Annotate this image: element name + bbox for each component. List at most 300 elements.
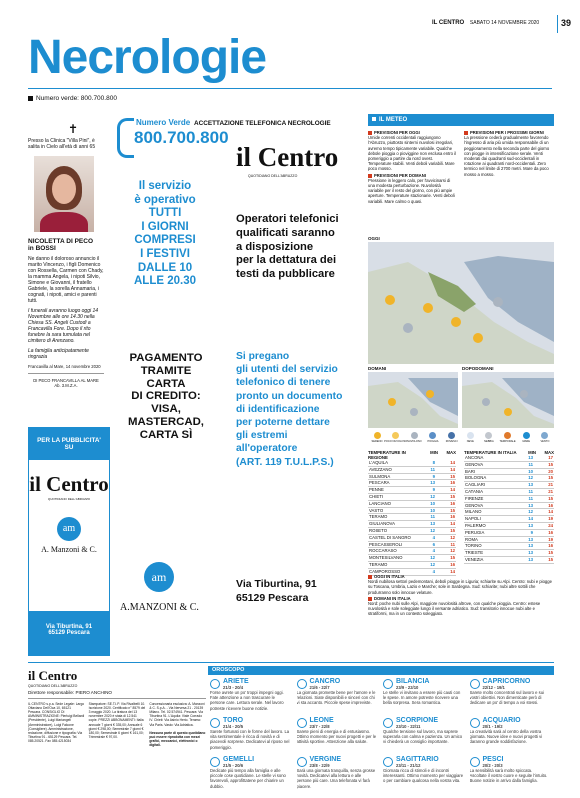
horoscope-sign [210, 678, 291, 715]
operatori-line: a disposizione [236, 240, 314, 253]
horoscope-dates: 20/1 - 19/2 [482, 724, 503, 729]
temp-right-max: MAX [544, 450, 554, 455]
temp-city: ROSETO [368, 527, 416, 534]
horoscope-names [396, 756, 439, 768]
horoscope-head [297, 756, 378, 768]
temp-min: 12 [416, 527, 436, 534]
horoscope-sign-name: GEMELLI [223, 756, 255, 763]
temp-min: 12 [416, 493, 436, 500]
zodiac-icon [470, 718, 480, 728]
pregano-line: per poterne dettare [236, 417, 330, 429]
ad-logo-sub: QUOTIDIANO DELL'ABRUZZO [248, 174, 298, 178]
legend-label: SERENO [371, 440, 383, 443]
horoscope-dates: 21/3 - 20/4 [223, 685, 244, 690]
temp-city: CASTEL DI SANGRO [368, 534, 416, 541]
pagamento-line: VISA, [151, 403, 181, 416]
temp-min: 11 [416, 514, 436, 521]
temp-city: PALERMO [464, 522, 514, 529]
horoscope-sign [383, 756, 464, 793]
header-date: SABATO 14 NOVEMBRE 2020 [469, 20, 540, 26]
temp-city: TERAMO [368, 514, 416, 521]
horoscope-text: La creatività sarà al centro della vostra giornata. Nuove idee e nuovi progetti vi daranno grande soddisfazione. [469, 729, 543, 745]
temp-min: 12 [416, 561, 436, 568]
horoscope-text: Sarete molto concentrati sul lavoro e sui vostri obiettivi. Non dimenticate però di dedicare un po' di tempo a voi stessi. [469, 690, 544, 706]
horoscope-sign-name: PESCI [482, 756, 504, 763]
temp-row [464, 475, 554, 482]
temp-min: 10 [514, 468, 534, 475]
obituary-name: NICOLETTA DI PECO [28, 238, 93, 245]
horoscope-sign [383, 678, 464, 715]
horoscope-sign-name: SAGITTARIO [396, 756, 439, 763]
horoscope-head [297, 717, 378, 729]
ad-logo: il Centro [236, 142, 339, 172]
obituary-body: Ne danno il doloroso annuncio il marito Vincenzo, i figli Domenico con Rossella, Carmen con Chady, la mamma Angela, i nipoti Silvio, Simone e Giovanni, il fratello Gabriele, la sorella Annamaria, i cognati, i nipoti, amici e parenti tutti. [28, 256, 104, 304]
temp-city: LANCIANO [368, 500, 416, 507]
servizio-line: I FESTIVI [140, 247, 190, 260]
ad-address1: Via Tiburtina, 91 [236, 578, 317, 590]
meteo-col-left [368, 130, 457, 204]
temp-max: 14 [436, 568, 456, 575]
obituary-agency: DI PECO FRANCAVILLA AL MARE [33, 377, 99, 383]
legend-item [536, 432, 554, 443]
temp-min: 12 [514, 509, 534, 516]
horoscope-dates: 23/7 - 22/8 [309, 724, 330, 729]
temp-row [464, 482, 554, 489]
horoscope-text: Sarà una giornata tranquilla, senza grosse novità. Dedicatevi alla lettura e alle persone più care. Una telefonata vi farà piacere. [296, 768, 376, 789]
operatori-text [236, 213, 366, 282]
temp-row [464, 556, 554, 563]
temp-row [368, 493, 456, 500]
horoscope-sign-name: ACQUARIO [482, 717, 521, 724]
horoscope-names [223, 678, 249, 690]
meteo-map-domani [368, 372, 458, 428]
meteo-col-right [464, 130, 554, 177]
temp-city: MILANO [464, 509, 514, 516]
temp-table-italia [464, 455, 554, 564]
temp-max: 17 [534, 455, 554, 461]
pagamento-line: TRAMITE [140, 364, 192, 377]
temp-city: GENOVA [464, 502, 514, 509]
pagamento-line: DI CREDITO: [131, 390, 201, 403]
temp-max: 16 [436, 514, 456, 521]
meteo-map-dopodomani [462, 372, 554, 428]
meteo-oggi-head-text: PREVISIONI PER OGGI [374, 130, 420, 135]
obituary-thanks: La famiglia anticipatamente ringrazia [28, 348, 89, 360]
zodiac-icon [297, 757, 307, 767]
temp-city: ROMA [464, 536, 514, 543]
temp-city: PESCASSEROLI [368, 541, 416, 548]
temp-min: 11 [416, 466, 436, 473]
temp-row [464, 529, 554, 536]
horoscope-names [483, 717, 521, 729]
temp-min: 13 [514, 550, 534, 557]
meteo-map-label: OGGI [368, 236, 380, 241]
temp-max: 15 [436, 493, 456, 500]
pregano-line: gli estremi [236, 430, 288, 442]
temp-city: PESCARA [368, 480, 416, 487]
horoscope-head [383, 678, 464, 690]
temp-right [464, 450, 554, 564]
meteo-square-icon [372, 117, 376, 121]
temp-city: BOLOGNA [464, 475, 514, 482]
temp-min: 9 [416, 487, 436, 494]
pregano-line: di identificazione [236, 403, 320, 415]
temp-min: 9 [416, 473, 436, 480]
temp-city: SULMONA [368, 473, 416, 480]
temp-max: 21 [534, 488, 554, 495]
temp-left-max: MAX [446, 450, 456, 455]
horoscope-head [210, 756, 291, 768]
zodiac-icon [470, 757, 480, 767]
temp-max: 15 [436, 473, 456, 480]
numero: 800.700.800 [134, 128, 229, 147]
left-ad-address2: 65129 Pescara [48, 630, 90, 636]
temp-city: ANCONA [464, 455, 514, 461]
obituary-intro: Presso la Clinica "Villa Pini", è salita in Cielo all'età di anni 65 [28, 138, 96, 150]
temp-min: 14 [514, 516, 534, 523]
section-rule [28, 88, 552, 89]
temp-row [368, 500, 456, 507]
temp-row [368, 548, 456, 555]
weather-icon [392, 432, 399, 439]
horoscope-sign-name: CANCRO [309, 678, 341, 685]
temp-min: 10 [416, 507, 436, 514]
temp-min: 13 [514, 482, 534, 489]
meteo-dopodomani-label: DOPODOMANI [462, 366, 494, 371]
temp-row [368, 473, 456, 480]
horoscope-head [383, 717, 464, 729]
temp-left-min: MIN [430, 450, 438, 455]
legend-label: ROVESCI [445, 440, 458, 443]
temp-min: 8 [416, 460, 436, 466]
masthead-logo: il Centro [28, 668, 78, 683]
horoscope-sign [210, 756, 291, 793]
temp-row [464, 488, 554, 495]
temp-max: 15 [436, 527, 456, 534]
header-divider [557, 15, 558, 33]
temp-row [464, 468, 554, 475]
pagamento-line: PAGAMENTO [129, 352, 203, 364]
header-paper-name: IL CENTRO [432, 20, 465, 26]
horoscope-names [223, 717, 243, 729]
horoscope-sign [297, 756, 378, 793]
horoscope-dates: 23/11 - 21/12 [396, 763, 421, 768]
temp-max: 15 [534, 550, 554, 557]
zodiac-icon [297, 718, 307, 728]
pagamento-line: CARTA SÌ [139, 428, 193, 441]
temp-max: 16 [534, 502, 554, 509]
horoscope-names [310, 756, 342, 768]
meteo-domani-text: Pressione in leggero calo, per l'avvicinarsi di una modesta perturbazione. Nuvolosità variabile per il resto del giorno, con più ampie aperture. Temperature stazionarie. Venti deboli variabili. Mare calmo o quasi. [368, 177, 455, 204]
temp-min: 11 [514, 495, 534, 502]
pregano-line: all'operatore [236, 443, 298, 455]
temp-city: CAGLIARI [464, 482, 514, 489]
phone-square-icon [28, 96, 33, 101]
temp-row [368, 514, 456, 521]
zodiac-icon [470, 679, 480, 689]
meteo-map-oggi [368, 242, 554, 364]
page-number: 39 [561, 18, 572, 28]
pregano-line: pronto un documento [236, 390, 343, 402]
temp-row [368, 534, 456, 541]
ad-title: ACCETTAZIONE TELEFONICA NECROLOGIE [194, 120, 331, 127]
legend-item [443, 432, 461, 443]
zodiac-icon [383, 718, 393, 728]
temp-max: 19 [534, 536, 554, 543]
temp-min: 13 [514, 502, 534, 509]
italia-domani-head-text: DOMANI IN ITALIA [374, 595, 411, 601]
temp-city: AVEZZANO [368, 466, 416, 473]
horoscope-dates: 21/6 - 22/7 [309, 685, 330, 690]
temp-city: VENEZIA [464, 556, 514, 563]
temp-max: 16 [436, 500, 456, 507]
meteo-title: IL METEO [379, 117, 408, 123]
temp-max: 12 [436, 534, 456, 541]
temp-max: 12 [436, 548, 456, 555]
temp-city: ROCCARASO [368, 548, 416, 555]
temp-min: 13 [514, 543, 534, 550]
temp-city: PENNE [368, 487, 416, 494]
operatori-line: Operatori telefonici [236, 213, 339, 225]
legend-label: PIOGGIA [427, 440, 439, 443]
temp-max: 15 [534, 475, 554, 482]
pagamento-line: CARTA [146, 377, 186, 390]
horoscope-head [210, 717, 291, 729]
meteo-domani-head-text: PREVISIONI PER DOMANI [374, 172, 426, 178]
temp-row [368, 480, 456, 487]
horoscope-sign [470, 717, 551, 754]
temp-row [464, 502, 554, 509]
bullet-icon [368, 174, 372, 178]
temp-min: 12 [416, 555, 436, 562]
horoscope-sign-name: BILANCIA [396, 678, 430, 685]
temp-max: 14 [436, 466, 456, 473]
temp-max: 19 [534, 516, 554, 523]
servizio-line: COMPRESI [134, 234, 196, 247]
temp-max: 16 [534, 529, 554, 536]
legend-label: NEBBIA [484, 440, 494, 443]
zodiac-icon [210, 679, 220, 689]
pregano-text [236, 350, 366, 469]
obituary-name-suffix: in BOSSI [28, 245, 56, 252]
horoscope-dates: 23/10 - 22/11 [396, 724, 421, 729]
temp-left-title: TEMPERATURE IN REGIONE [368, 450, 406, 460]
temp-city: NAPOLI [464, 516, 514, 523]
legend-label: NEVE [466, 440, 474, 443]
temp-min: 11 [514, 461, 534, 468]
meteo-prossimi-text: La pressione cederà gradualmente favorendo l'ingresso di aria più umida responsabile di un peggioramento nella seconda parte del giorno con piogge in intensificazione serale. Venti moderati dai quadranti sud-occidentali in rotazione ai quadranti nord-occidentali. Zero termico nel limite di 2700 metri. Mare da poco mosso a mosso. [464, 135, 550, 177]
temp-min: 13 [416, 521, 436, 528]
weather-icon [429, 432, 436, 439]
temp-max: 15 [534, 495, 554, 502]
horoscope-dates: 23/8 - 22/9 [309, 763, 330, 768]
oroscopo-header [208, 666, 554, 675]
temp-row [464, 509, 554, 516]
temp-row [368, 466, 456, 473]
legend-item [461, 432, 479, 443]
horoscope-names [483, 678, 531, 690]
temp-city: GENOVA [464, 461, 514, 468]
temp-min: 13 [514, 455, 534, 461]
horoscope-text: Qualche tensione sul lavoro, ma saprete superarla con calma e pazienza. Un amico vi chiederà un consiglio importante. [383, 729, 463, 745]
operatori-line: qualificati saranno [236, 226, 335, 239]
horoscope-head [470, 678, 551, 690]
temp-min: 11 [514, 488, 534, 495]
temp-city: TRIESTE [464, 550, 514, 557]
legend-label: NUVOLOSO [406, 440, 422, 443]
horoscope-head [383, 756, 464, 768]
servizio-line: è operativo [134, 193, 196, 206]
horoscope-dates: 23/9 - 22/10 [396, 685, 419, 690]
horoscope-text: La giornata promette bene per l'amore e le relazioni. Siate disponibili e sinceri con chi vi sta accanto. Piccole spese impreviste. [296, 690, 376, 706]
temp-min: 10 [416, 500, 436, 507]
temp-max: 20 [534, 468, 554, 475]
weather-icon [485, 432, 492, 439]
horoscope-names [310, 717, 334, 729]
horoscope-sign [297, 678, 378, 715]
legend-item [499, 432, 517, 443]
horoscope-dates: 20/2 - 20/3 [482, 763, 503, 768]
horoscope-text: Sarete fortunati con le forme del lavoro. La vita sentimentale è ricca di novità e di piacevoli sorprese. Dedicatevi al riposo nel pomeriggio. [210, 729, 290, 750]
horoscope-sign-name: LEONE [309, 717, 334, 724]
ad-manzoni-icon: am [144, 562, 174, 592]
temp-min: 9 [514, 529, 534, 536]
horoscope-head [210, 678, 291, 690]
horoscope-sign [470, 678, 551, 715]
zodiac-icon [383, 679, 393, 689]
temp-min: 4 [416, 568, 436, 575]
zodiac-icon [210, 718, 220, 728]
section-title: Necrologie [28, 31, 267, 84]
italia-oggi-head-text: OGGI IN ITALIA [374, 574, 405, 579]
temp-city: MONTESILVANO [368, 555, 416, 562]
meteo-oggi-text: Umide correnti occidentali raggiungono l'Abruzzo, piuttosto sinterni nuvolosi irregolari, avremo tempo tipicamente variabile. Qualche debole pioggia o pioviggine non esclusa entro il pomeriggio a partire da nord ovest. Temperature stabili. Venti deboli variabili. Mare poco mosso. [368, 135, 457, 172]
weather-icon [523, 432, 530, 439]
legend-item [384, 432, 408, 443]
horoscope-sign-name: VERGINE [309, 756, 342, 763]
horoscope-sign [297, 717, 378, 754]
temp-max: 15 [436, 507, 456, 514]
horoscope-sign-name: TORO [223, 717, 244, 724]
left-ad-address-box [29, 611, 109, 655]
temp-row [464, 461, 554, 468]
temp-city: VASTO [368, 507, 416, 514]
masthead-col2: Stampatore: SE.T.I.P. Via Rivalbelli 10. Iscrizione 2020. Certificato n° 8579 del 3 maggio 2020. La tiratura del 13 novembre 2020 è stata di 12.541 copie. PREZZI ABBONAMENTI: Italia annuale 7 giorni € 335,00; Annuale 6 giorni € 298,00; Semestrale 7 giorni € 180,00; Semestrale 6 giorni € 161,00; Trimestrale € 97,00. [88, 701, 146, 740]
header-paper-info [432, 20, 539, 26]
weather-icon [448, 432, 455, 439]
horoscope-dates: 22/12 - 19/1 [482, 685, 505, 690]
temp-row [464, 550, 554, 557]
temp-max: 16 [534, 543, 554, 550]
temp-row [368, 527, 456, 534]
left-ad-address1: Via Tiburtina, 91 [45, 624, 93, 630]
obituary-place-date: Francavilla al Mare, 14 novembre 2020 [28, 364, 101, 369]
horoscope-sign [210, 717, 291, 754]
legend-item [480, 432, 498, 443]
pregano-line: Si pregano [236, 351, 290, 362]
masthead-col1: IL CENTRO s.p.a. Sede Legale: Largo Ottaviano Dell'Oca 10, 65121 Pescara. CONSIGLIO DI AMMINISTRAZIONE: Pierluigi Bellardi (Presidente), Luigi Mariangeli (Amministratore), Luigi Falcone (Consigliere). Amministrazione, redazione, diffusione e tipografia: Via Tiburtina 91 - 65129 Pescara. Tel. 085.20521. Fax 085.4215034 [28, 701, 85, 744]
temp-city: CAMPOROSSO [368, 568, 416, 575]
left-ad [28, 427, 110, 656]
horoscope-head [297, 678, 378, 690]
masthead-cols [28, 702, 206, 748]
operatori-line: per la dettatura dei [236, 254, 337, 267]
temp-city: CHIETI [368, 493, 416, 500]
horoscope-names [483, 756, 504, 768]
masthead-director: Direttore responsabile: PIERO ANCHINO [28, 690, 112, 695]
weather-icon [374, 432, 381, 439]
ad-company: A.MANZONI & C. [120, 602, 199, 613]
pagamento-line: MASTERCAD, [128, 415, 204, 428]
temp-row [368, 507, 456, 514]
legend-label: POCO NUVOLOSO [384, 440, 408, 443]
zodiac-icon [383, 757, 393, 767]
pagamento-text [118, 352, 214, 442]
horoscope-text: Le stelle vi invitano a essere più cauti con le spese. In amore potreste ricevere una bella sorpresa. Sera romantica. [383, 690, 461, 706]
horoscope-text: La sensibilità sarà molto spiccata. Ascoltate il vostro cuore e seguite l'intuito. Buone notizie in arrivo dalla famiglia. [469, 768, 548, 784]
temp-max: 21 [534, 482, 554, 489]
servizio-line: Il servizio [138, 180, 192, 192]
left-ad-logo: il Centro [29, 472, 109, 496]
masthead-col3 [149, 702, 206, 748]
legend-item [424, 432, 442, 443]
meteo-legend [368, 432, 554, 443]
oroscopo-title: OROSCOPO [212, 667, 245, 673]
obituary [28, 122, 104, 388]
left-ad-banner: PER LA PUBBLICITA' SU [29, 428, 109, 460]
italia-block [368, 574, 554, 617]
servizio-line: DALLE 10 [137, 261, 193, 274]
masthead-logo-sub: QUOTIDIANO DELL'ABRUZZO [28, 684, 78, 688]
italia-oggi-text: Nordi nubilosa settori pedemontani, deboli piogge in Liguria; schiarite su Alpi. Centro: nubi e piogge su Toscana, Umbria, Lazio e Marche; sole in Sardegna. Sud: schiarite; nubi altre sottili che produrranno solo innocue velature. [368, 579, 552, 595]
weather-icon [541, 432, 548, 439]
temp-row [464, 543, 554, 550]
phone-icon [117, 118, 134, 158]
left-ad-company: A. Manzoni & C. [41, 545, 97, 554]
temp-min: 6 [416, 541, 436, 548]
temp-min: 12 [514, 475, 534, 482]
temp-max: 14 [436, 487, 456, 494]
temp-min: 4 [416, 534, 436, 541]
legend-label: TEMPORALE [499, 440, 516, 443]
pregano-line: gli utenti del servizio [236, 364, 338, 376]
phone-line-text: Numero verde: 800.700.800 [36, 95, 117, 102]
horoscope-sign [383, 717, 464, 754]
temp-city: PERUGIA [464, 529, 514, 536]
temp-row [368, 521, 456, 528]
temp-max: 15 [534, 556, 554, 563]
meteo-domani-label: DOMANI [368, 366, 387, 371]
manzoni-logo-icon: am [57, 517, 81, 541]
oroscopo-grid [208, 675, 554, 793]
temp-max: 14 [436, 521, 456, 528]
obituary-rule [28, 373, 104, 374]
temp-max: 16 [436, 480, 456, 487]
cross-icon: ✝ [67, 122, 79, 136]
legend-item [405, 432, 423, 443]
temp-row [464, 522, 554, 529]
meteo [368, 114, 554, 654]
legend-item [517, 432, 535, 443]
temp-min: 4 [416, 548, 436, 555]
temp-right-title: TEMPERATURE IN ITALIA [464, 450, 517, 455]
temp-row [464, 536, 554, 543]
oroscopo [208, 666, 554, 794]
temp-city: FIRENZE [464, 495, 514, 502]
temp-row [368, 487, 456, 494]
horoscope-sign-name: CAPRICORNO [482, 678, 531, 685]
temp-max: 14 [436, 460, 456, 466]
